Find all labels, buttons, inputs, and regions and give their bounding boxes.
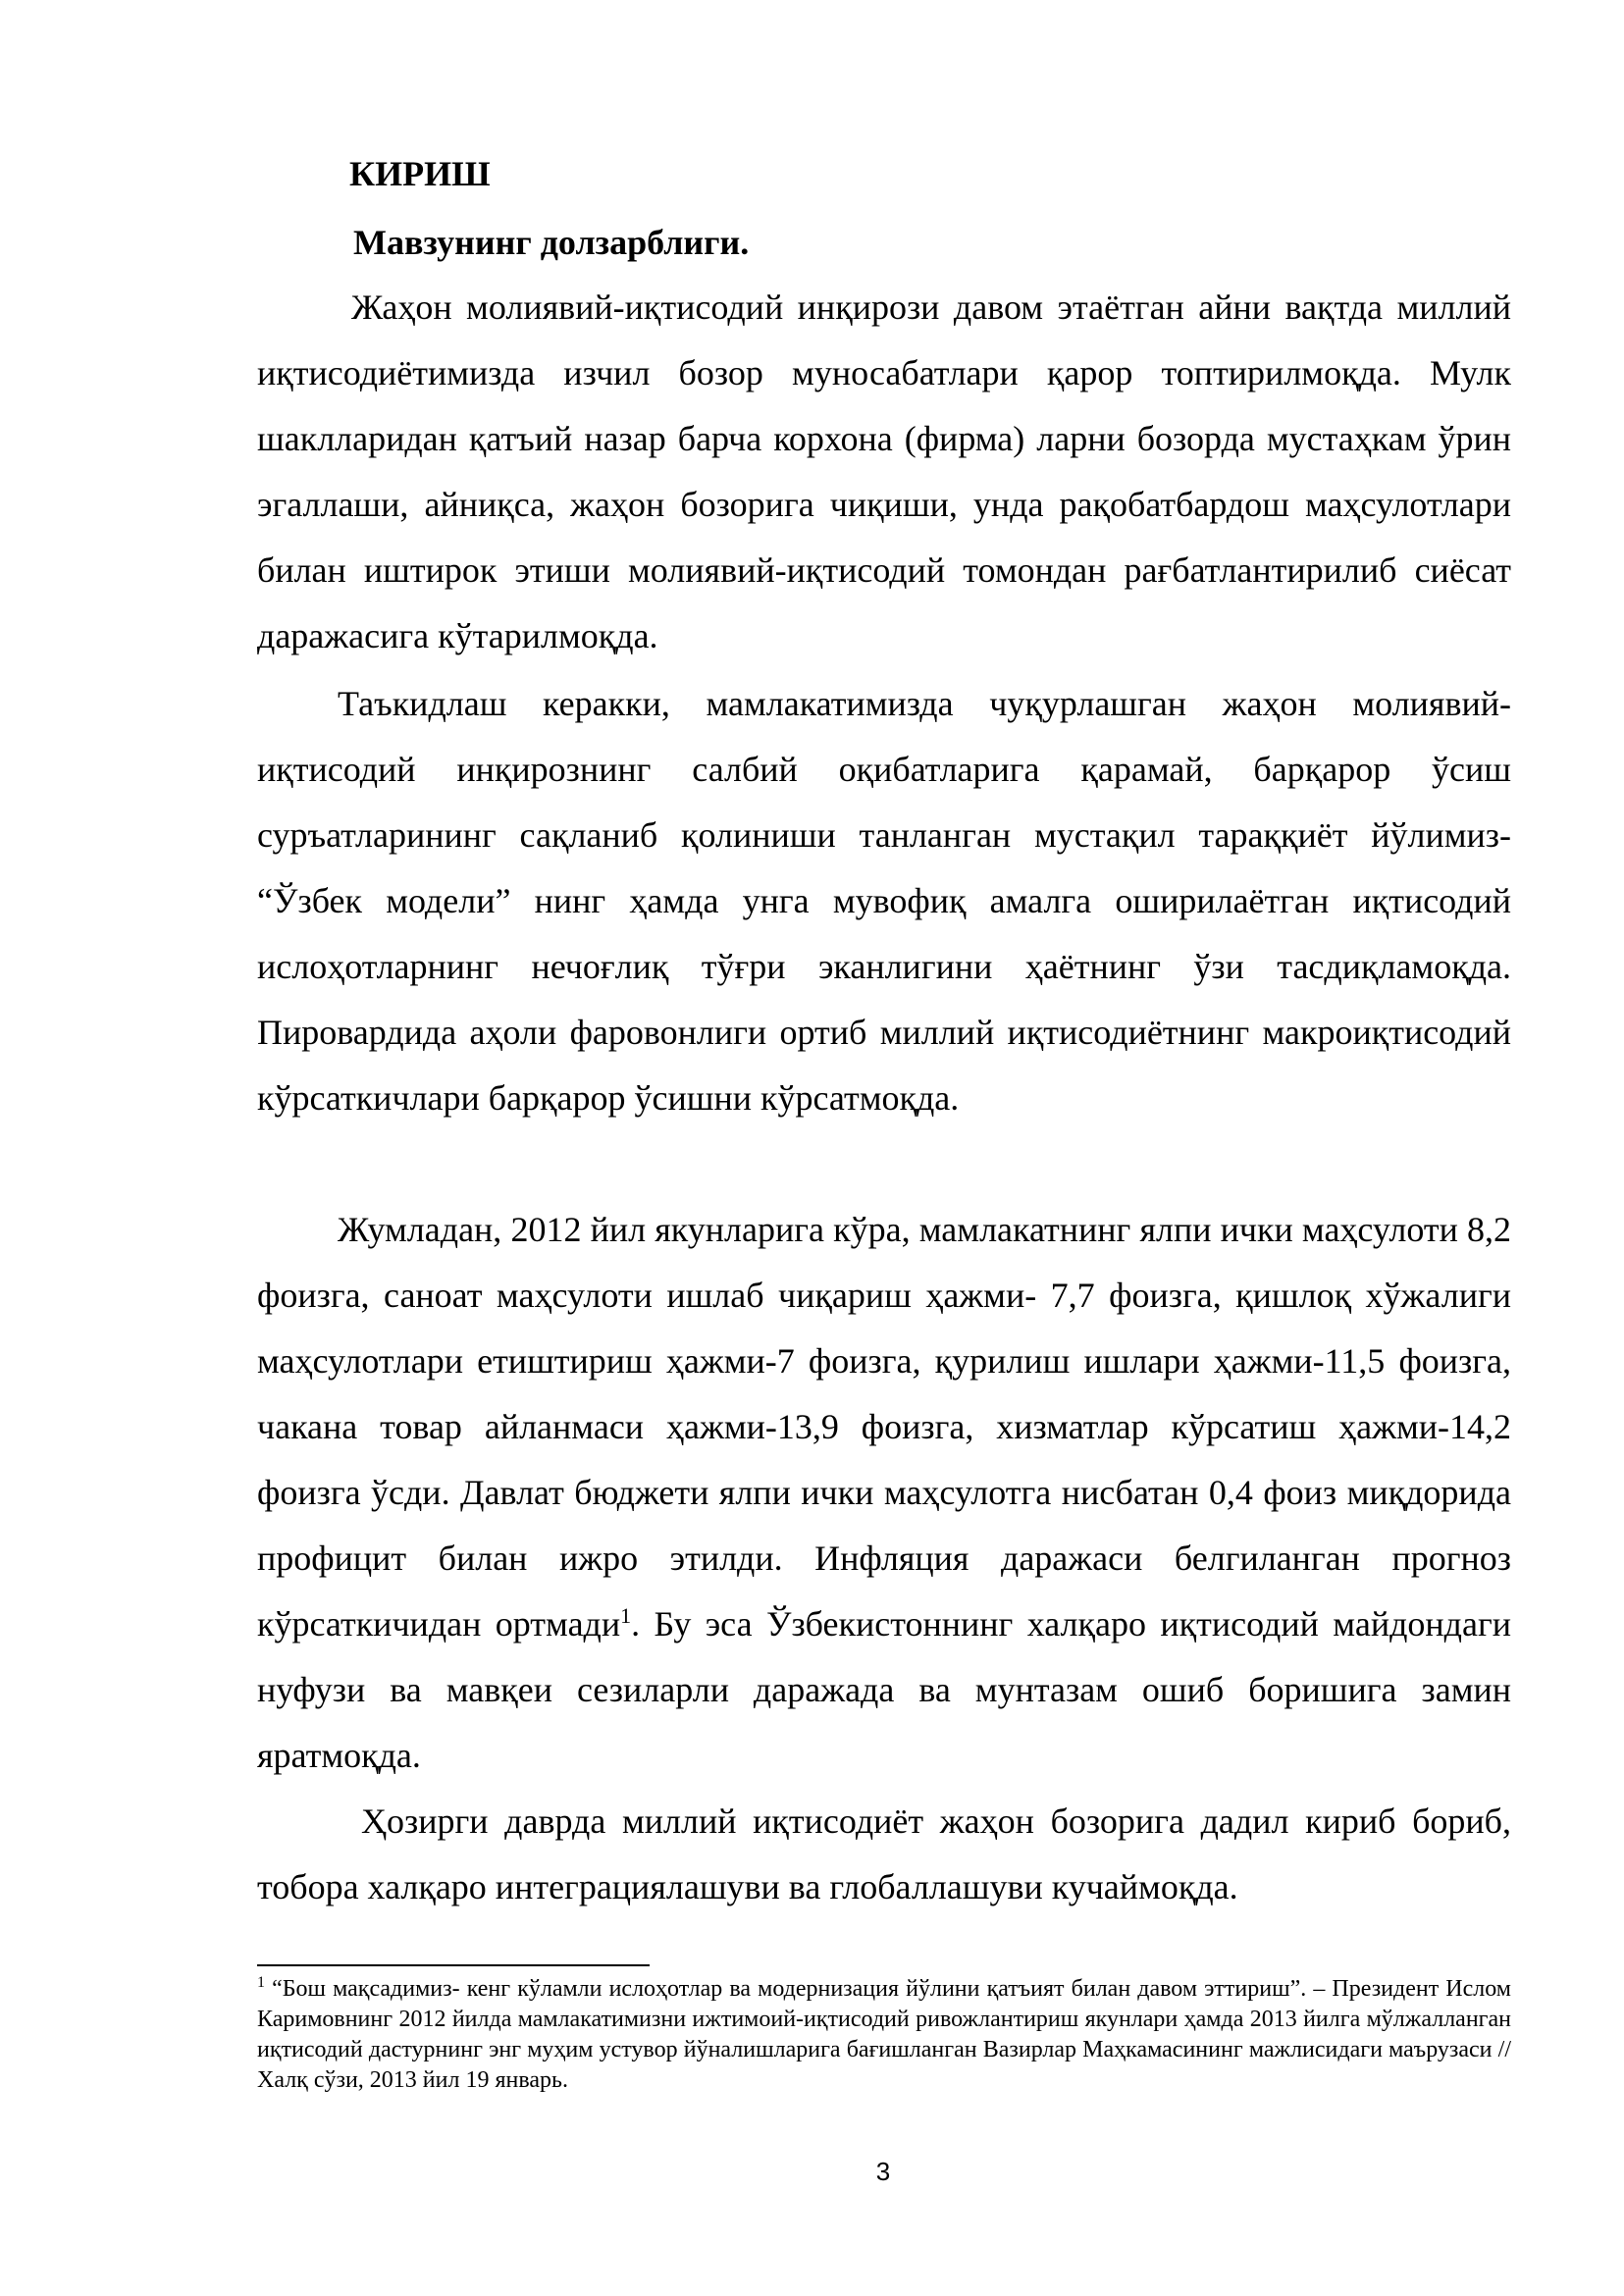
paragraph-3-text-after-ref: . Бу эса Ўзбекистоннинг халқаро иқтисодий майдондаги нуфузи ва мавқеи сезиларли даражада ва мунтазам ошиб боришига замин яратмоқда. [257,1604,1511,1775]
footnote-separator [257,1964,650,1966]
footnote-marker: 1 [257,1974,265,1991]
section-subheading: Мавзунинг долзарблиги. [353,223,750,262]
paragraph-2: Таъкидлаш керакки, мамлакатимизда чуқурлашган жаҳон молиявий-иқтисодий инқирознинг салбий оқибатларига қарамай, барқарор ўсиш суръатларининг сақланиб қолиниши танланган мустақил тараққиёт йўлимиз- “Ўзбек модели” нинг ҳамда унга мувофиқ амалга оширилаётган иқтисодий ислоҳотларнинг нечоғлиқ тўғри эканлигини ҳаётнинг ўзи тасдиқламоқда. Пировардида аҳоли фаровонлиги ортиб миллий иқтисодиётнинг макроиқтисодий кўрсаткичлари барқарор ўсишни кўрсатмоқда. [257,684,1511,1118]
footnote [257,1974,1511,2096]
paragraph-4: Ҳозирги даврда миллий иқтисодиёт жаҳон бозорига дадил кириб бориб, тобора халқаро интеграциялашуви ва глобаллашуви кучаймоқда. [257,1801,1511,1906]
paragraph-3-text-before-ref: Жумладан, 2012 йил якунларига кўра, мамлакатнинг ялпи ички маҳсулоти 8,2 фоизга, саноат маҳсулоти ишлаб чиқариш ҳажми- 7,7 фоизга, қишлоқ хўжалиги маҳсулотлари етиштириш ҳажми-7 фоизга, қурилиш ишлари ҳажми-11,5 фоизга, чакана товар айланмаси ҳажми-13,9 фоизга, хизматлар кўрсатиш ҳажми-14,2 фоизга ўсди. Давлат бюджети ялпи ички маҳсулотга нисбатан 0,4 фоиз миқдорида профицит билан ижро этилди. Инфляция даражаси белгиланган прогноз кўрсаткичидан ортмади [257,1210,1511,1644]
paragraph-1: Жаҳон молиявий-иқтисодий инқирози давом этаётган айни вақтда миллий иқтисодиётимизда изчил бозор муносабатлари қарор топтирилмоқда. Мулк шаклларидан қатъий назар барча корхона (фирма) ларни бозорда мустаҳкам ўрин эгаллаши, айниқса, жаҳон бозорига чиқиши, унда рақобатбардош маҳсулотлари билан иштирок этиши молиявий-иқтисодий томондан рағбатлантирилиб сиёсат даражасига кўтарилмоқда. [257,287,1511,655]
footnote-text: “Бош мақсадимиз- кенг кўламли ислоҳотлар ва модернизация йўлини қатъият билан давом эттириш”. – Президент Ислом Каримовнинг 2012 йилда мамлакатимизни ижтимоий-иқтисодий ривожлантириш якунлари ҳамда 2013 йилга мўлжалланган иқтисодий дастурнинг энг муҳим устувор йўналишларига бағишланган Вазирлар Маҳкамасининг мажлисидаги маърузаси // Халқ сўзи, 2013 йил 19 январь. [257,1976,1511,2093]
page-number: 3 [875,2157,891,2186]
paragraph-3 [257,1197,1511,1789]
footnote-reference[interactable]: 1 [620,1603,632,1628]
section-heading: КИРИШ [349,154,491,193]
